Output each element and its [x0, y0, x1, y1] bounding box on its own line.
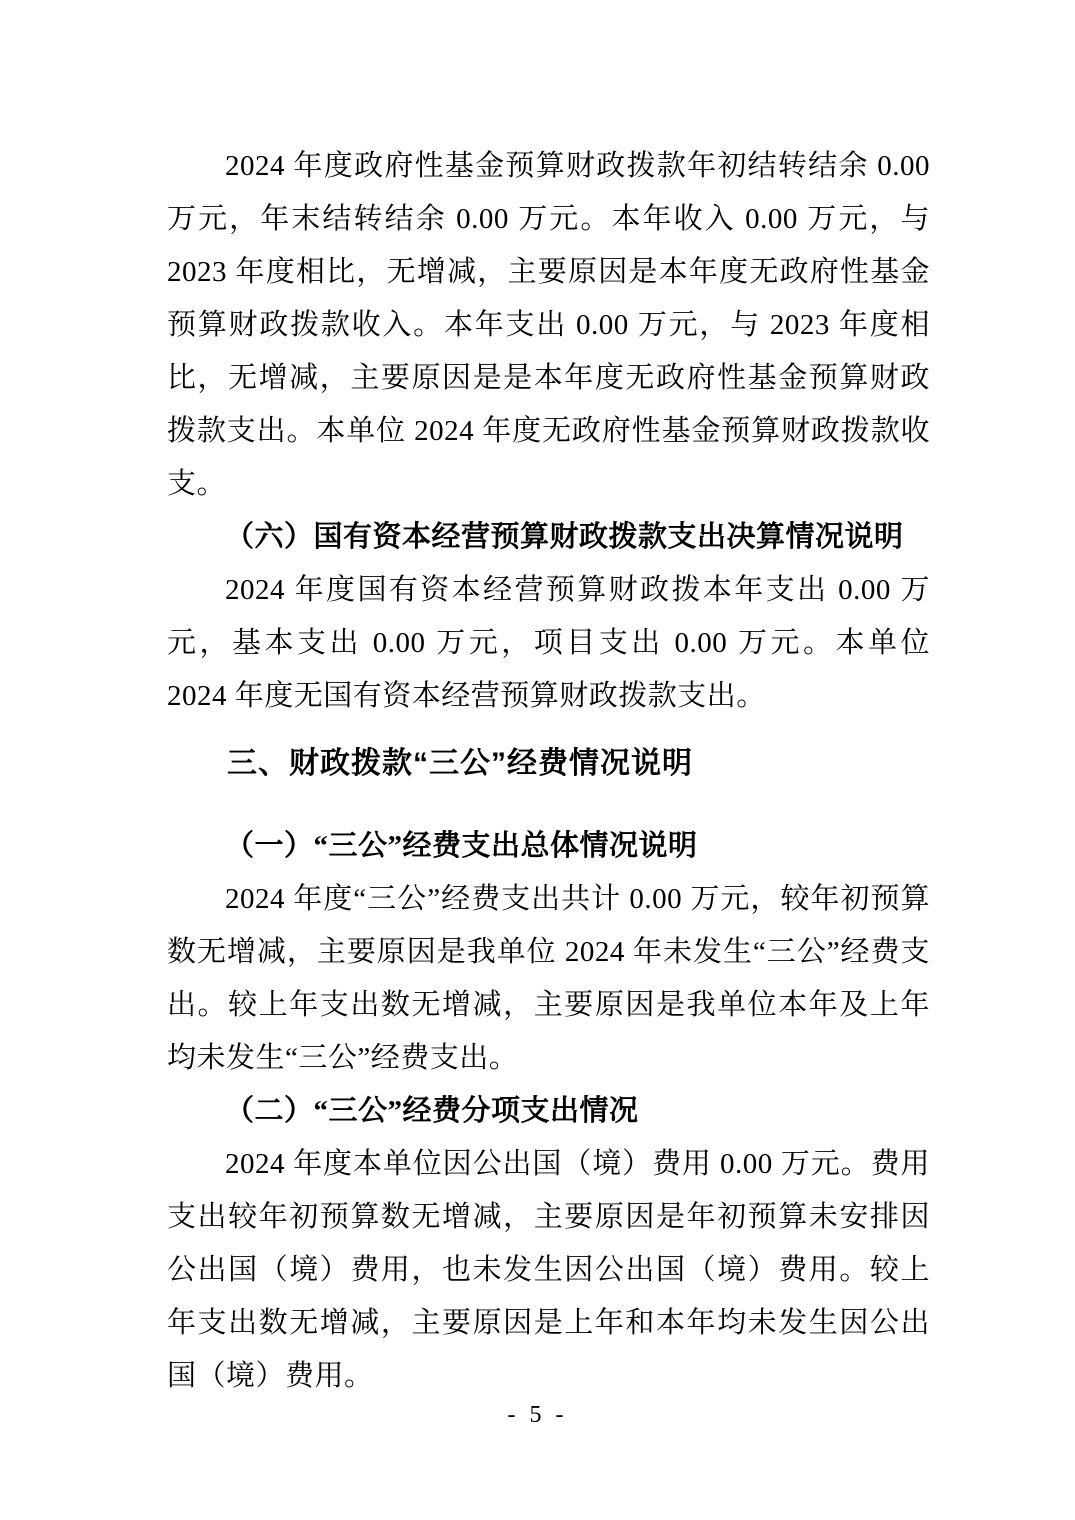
heading-sub-two-sangong-items: （二）“三公”经费分项支出情况: [225, 1095, 639, 1127]
paragraph-state-capital-budget: 2024 年度国有资本经营预算财政拨本年支出 0.00 万元，基本支出 0.00 万元，项目支出 0.00 万元。本单位 2024 年度无国有资本经营预算财政拨款支出。: [167, 574, 930, 712]
heading-sub-one-sangong-overall: （一）“三公”经费支出总体情况说明: [225, 830, 698, 862]
paragraph-sangong-overall: 2024 年度“三公”经费支出共计 0.00 万元，较年初预算数无增减，主要原因是我单位 2024 年未发生“三公”经费支出。较上年支出数无增减，主要原因是我单位本年及上年均未发生“三公”经费支出。: [167, 883, 930, 1074]
heading-chapter-three-sangong: 三、财政拨款“三公”经费情况说明: [227, 747, 693, 780]
document-body: [167, 140, 930, 1403]
paragraph-sangong-item-abroad: 2024 年度本单位因公出国（境）费用 0.00 万元。费用支出较年初预算数无增减，主要原因是年初预算未安排因公出国（境）费用，也未发生因公出国（境）费用。较上年支出数无增减，主要原因是上年和本年均未发生因公出国（境）费用。: [167, 1148, 930, 1392]
heading-section-six-state-capital: （六）国有资本经营预算财政拨款支出决算情况说明: [225, 521, 904, 553]
page-number: - 5 -: [507, 1402, 568, 1428]
paragraph-gov-fund-budget: 2024 年度政府性基金预算财政拨款年初结转结余 0.00 万元，年末结转结余 0.00 万元。本年收入 0.00 万元，与 2023 年度相比，无增减，主要原因是本年度无政府性基金预算财政拨款收入。本年支出 0.00 万元，与 2023 年度相比，无增减，主要原因是是本年度无政府性基金预算财政拨款支出。本单位 2024 年度无政府性基金预算财政拨款收支。: [167, 150, 930, 500]
